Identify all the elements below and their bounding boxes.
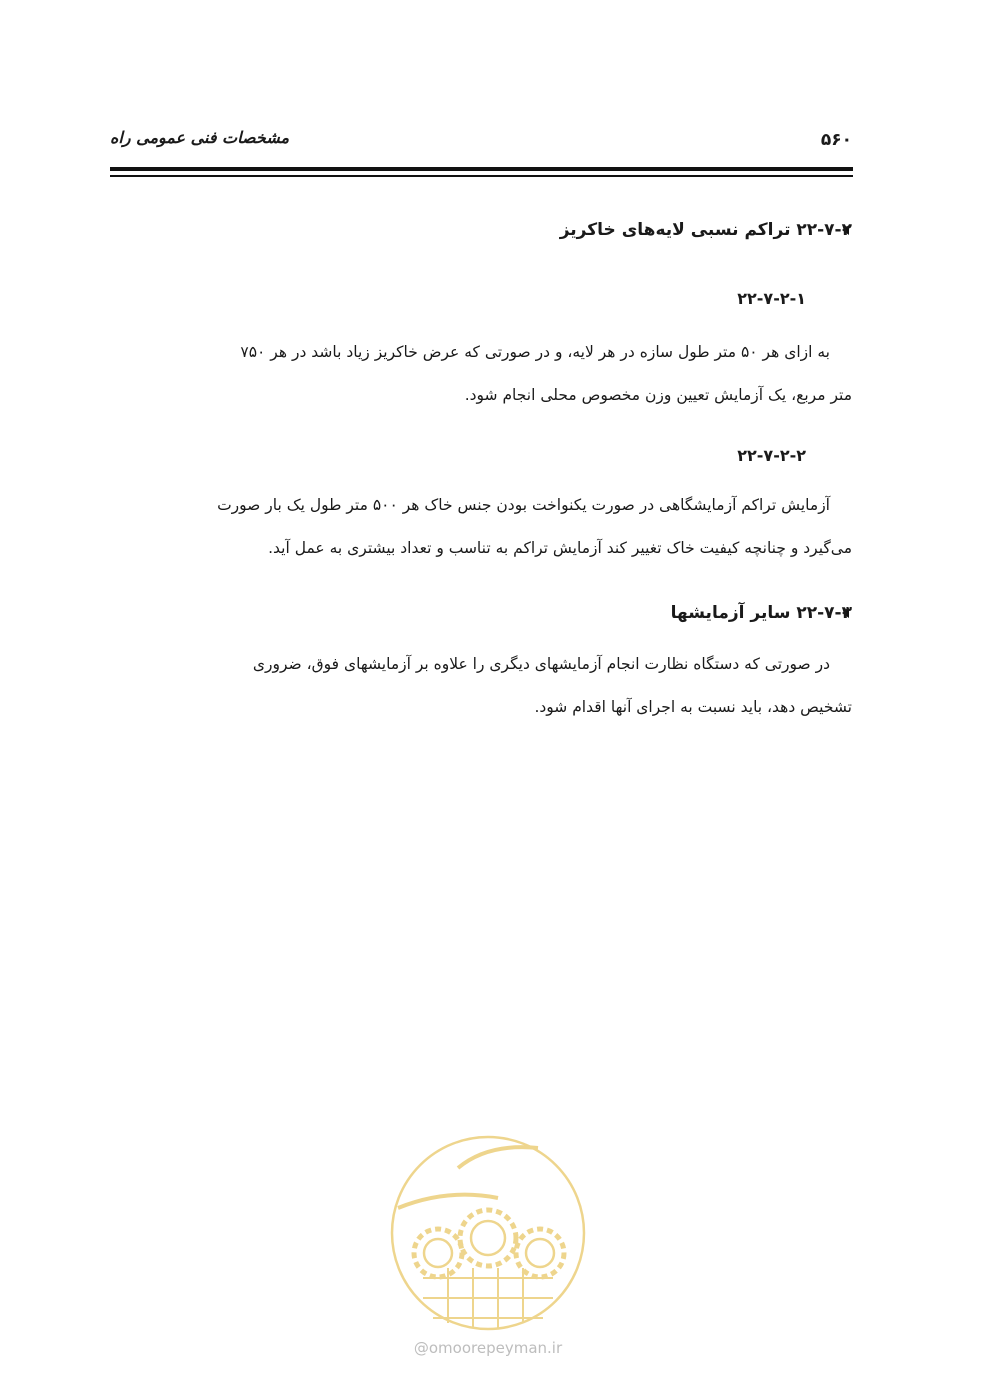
paragraph-line: به ازای هر ۵۰ متر طول سازه در هر لایه، و در صورتی که عرض خاکریز زیاد باشد در هر ۷۵۰ bbox=[240, 343, 830, 361]
page-number: ۵۶۰ bbox=[820, 130, 852, 150]
header-rule-thin bbox=[110, 175, 853, 177]
paragraph-line: می‌گیرد و چنانچه کیفیت خاک تغییر کند آزمایش تراکم به تناسب و تعداد بیشتری به عمل آید. bbox=[268, 539, 852, 557]
paragraph-line: آزمایش تراکم آزمایشگاهی در صورت یکنواخت بودن جنس خاک هر ۵۰۰ متر طول یک بار صورت bbox=[217, 496, 830, 514]
watermark-logo bbox=[388, 1128, 588, 1338]
paragraph-line: متر مربع، یک آزمایش تعیین وزن مخصوص محلی انجام شود. bbox=[464, 386, 852, 404]
section-heading-22-7-2: ۲۲-۷-۲ تراکم نسبی لایه‌های خاکریز bbox=[559, 220, 852, 240]
paragraph-22-7-2-1 bbox=[110, 331, 852, 417]
paragraph-line: در صورتی که دستگاه نظارت انجام آزمایشهای دیگری را علاوه بر آزمایشهای فوق، ضروری bbox=[252, 655, 830, 673]
subsection-heading-22-7-2-2: ۲۲-۷-۲-۲ bbox=[737, 446, 806, 465]
section-heading-22-7-3: ۲۲-۷-۳ سایر آزمایشها bbox=[670, 603, 852, 623]
header-rule-thick bbox=[110, 167, 853, 171]
paragraph-line: تشخیص دهد، باید نسبت به اجرای آنها اقدام شود. bbox=[534, 698, 852, 716]
running-title: مشخصات فنی عمومی راه bbox=[110, 128, 290, 147]
watermark-url: @omoorepeyman.ir bbox=[413, 1339, 563, 1357]
subsection-heading-22-7-2-1: ۲۲-۷-۲-۱ bbox=[737, 289, 806, 308]
paragraph-22-7-3 bbox=[110, 643, 852, 729]
paragraph-22-7-2-2 bbox=[110, 484, 852, 570]
